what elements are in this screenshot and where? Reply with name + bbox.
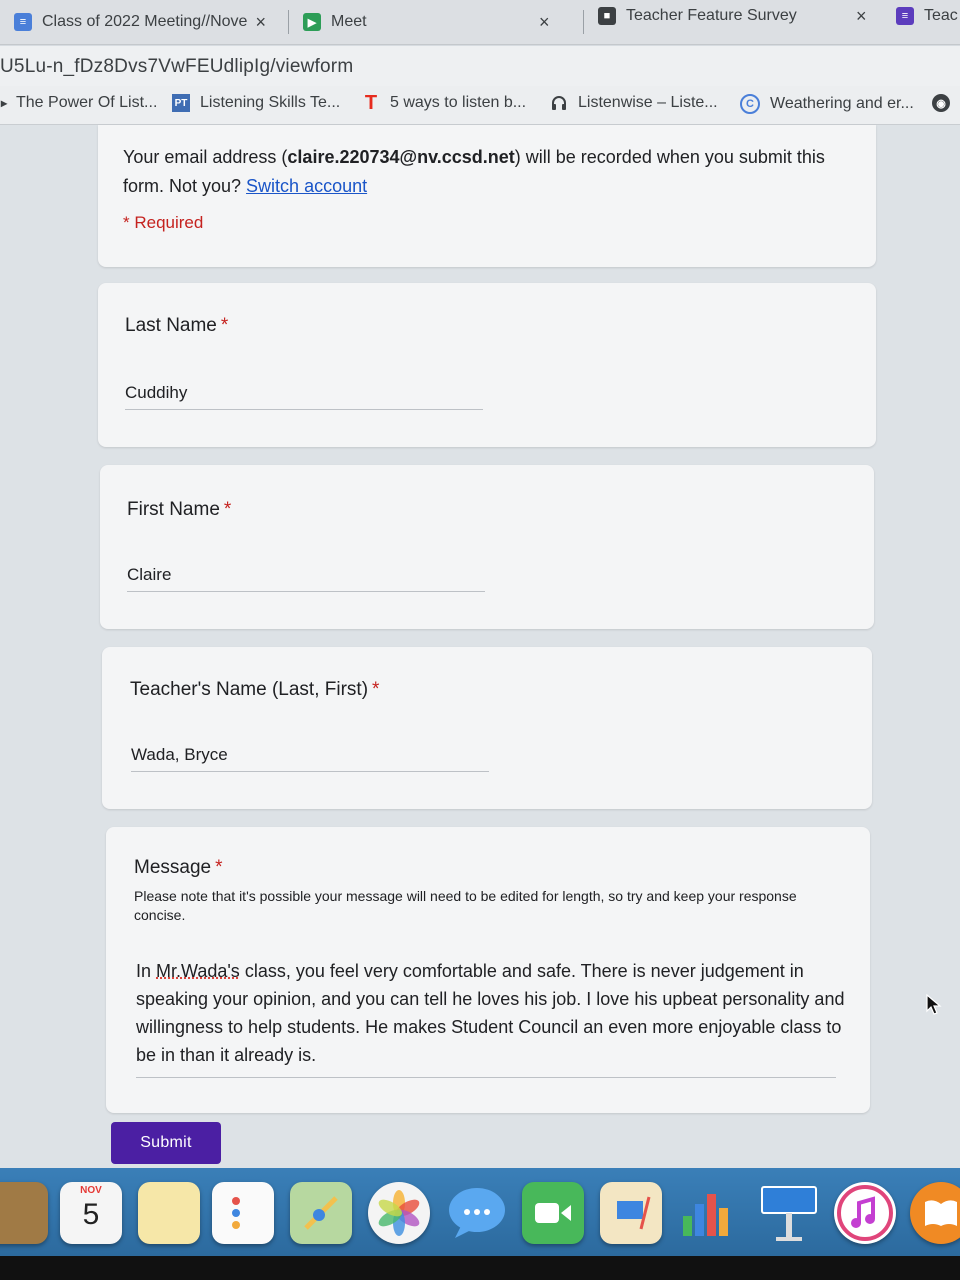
- facetime-icon[interactable]: [522, 1182, 584, 1244]
- reminders-icon[interactable]: [212, 1182, 274, 1244]
- submit-button[interactable]: Submit: [111, 1122, 221, 1164]
- message-text: class, you feel very comfortable and safe. There is never judgement in speaking your opinion, and you can tell he loves his job. I love his upbeat personality and willingness to help students. He makes Student Council an even more enjoyable class to be in than it already is.: [136, 961, 845, 1065]
- docs-icon: ≡: [14, 13, 32, 31]
- email-suffix: ) will be recorded when you submit this form. Not you?: [123, 147, 825, 196]
- close-icon[interactable]: ×: [856, 5, 867, 26]
- required-asterisk: *: [372, 679, 380, 700]
- photos-icon[interactable]: [368, 1182, 430, 1244]
- tab-label: Teac: [924, 7, 958, 24]
- question-label: First Name: [127, 499, 220, 520]
- question-title: [130, 679, 379, 701]
- messages-icon[interactable]: [446, 1182, 508, 1244]
- message-textarea[interactable]: [136, 957, 856, 1069]
- question-title: [127, 499, 231, 521]
- question-message: [106, 827, 870, 1113]
- maps-icon[interactable]: [290, 1182, 352, 1244]
- bookmarks-bar: [0, 86, 960, 125]
- question-label: Last Name: [125, 315, 217, 336]
- form-header-card: [98, 125, 876, 267]
- input-underline: [127, 591, 485, 592]
- bookmark-label: 5 ways to listen b...: [390, 94, 527, 111]
- question-first-name: [100, 465, 874, 629]
- url-text[interactable]: U5Lu-n_fDz8Dvs7VwFEUdlipIg/viewform: [0, 56, 354, 77]
- tab-meet[interactable]: [303, 6, 575, 38]
- tab-forms[interactable]: [896, 0, 960, 32]
- bookmark-icon: ▸: [0, 96, 8, 110]
- bookmark-label: Listening Skills Te...: [200, 94, 341, 111]
- required-asterisk: *: [220, 315, 229, 336]
- classroom-icon: ■: [598, 7, 616, 25]
- books-icon[interactable]: [910, 1182, 960, 1244]
- bookmark-5-ways-to-listen[interactable]: [362, 91, 527, 114]
- presentation-icon[interactable]: [758, 1182, 820, 1244]
- input-underline: [125, 409, 483, 410]
- calendar-icon[interactable]: [60, 1182, 122, 1244]
- dock: [0, 1168, 960, 1256]
- tab-label: Meet: [331, 13, 367, 30]
- notes-icon[interactable]: [138, 1182, 200, 1244]
- first-name-input[interactable]: Claire: [127, 565, 172, 584]
- bookmark-power-of-listening[interactable]: [0, 94, 157, 112]
- question-title: [134, 857, 223, 879]
- ted-t-icon: T: [364, 91, 378, 114]
- tab-separator: [583, 10, 584, 34]
- message-text: In: [136, 961, 157, 981]
- form-page: [0, 125, 960, 1168]
- switch-account-link[interactable]: Switch account: [246, 176, 368, 196]
- required-asterisk: *: [223, 499, 232, 520]
- meet-icon: ▶: [303, 13, 321, 31]
- tab-label: Teacher Feature Survey: [626, 7, 797, 24]
- user-email: claire.220734@nv.ccsd.net: [287, 147, 515, 167]
- teacher-name-input[interactable]: Wada, Bryce: [131, 745, 228, 764]
- finder-icon[interactable]: [0, 1182, 48, 1244]
- c-icon: C: [740, 94, 760, 114]
- last-name-input[interactable]: Cuddihy: [125, 383, 188, 402]
- question-description: Please note that it's possible your message will need to be edited for length, so try and keep your response concise.: [134, 888, 797, 923]
- question-title: [125, 315, 228, 337]
- forms-icon: ≡: [896, 7, 914, 25]
- headphones-icon: [550, 94, 568, 112]
- bookmark-globe[interactable]: [932, 94, 960, 112]
- close-icon[interactable]: ×: [539, 11, 550, 32]
- spellcheck-word: Mr.Wada's: [156, 961, 240, 981]
- bookmark-label: Listenwise – Liste...: [578, 94, 718, 111]
- email-notice: [123, 143, 843, 201]
- tab-teacher-feature-survey[interactable]: [598, 0, 878, 32]
- calendar-month: NOV: [80, 1185, 102, 1196]
- question-teacher-name: [102, 647, 872, 809]
- question-label: Message: [134, 857, 212, 878]
- required-asterisk: *: [215, 857, 223, 878]
- screen-bezel: [0, 1256, 960, 1280]
- bookmark-weathering[interactable]: [740, 94, 914, 114]
- address-bar[interactable]: [0, 46, 960, 86]
- keynote-icon[interactable]: [600, 1182, 662, 1244]
- calendar-day: 5: [82, 1198, 100, 1231]
- input-underline: [131, 771, 489, 772]
- textarea-underline: [136, 1077, 836, 1078]
- tab-class-meeting[interactable]: [14, 6, 280, 38]
- pt-icon: PT: [172, 94, 190, 112]
- question-last-name: [98, 283, 876, 447]
- music-icon[interactable]: [834, 1182, 896, 1244]
- tab-separator: [288, 10, 289, 34]
- globe-icon: ◉: [932, 94, 950, 112]
- required-note: * Required: [123, 213, 204, 232]
- email-prefix: Your email address (: [123, 147, 288, 167]
- tab-label: Class of 2022 Meeting//Nove: [42, 13, 248, 30]
- close-icon[interactable]: ×: [255, 11, 266, 32]
- bookmark-listenwise[interactable]: [550, 94, 718, 112]
- question-label: Teacher's Name (Last, First): [130, 679, 369, 700]
- bookmark-listening-skills[interactable]: [172, 94, 340, 112]
- bookmark-label: The Power Of List...: [16, 94, 158, 111]
- bookmark-label: Weathering and er...: [770, 95, 914, 112]
- tab-bar: [0, 0, 960, 45]
- numbers-icon[interactable]: [678, 1182, 740, 1244]
